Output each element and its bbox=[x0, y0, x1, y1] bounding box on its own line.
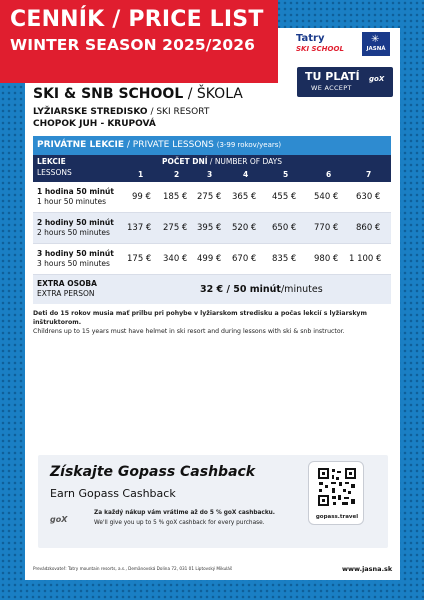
price-cell: 365 € bbox=[232, 192, 257, 202]
table-row: 3 hodiny 50 minút 3 hours 50 minutes 175 € 340 € 499 € 670 € 835 € 980 € 1 100 € bbox=[33, 244, 391, 275]
price-cell: 770 € bbox=[314, 223, 339, 233]
table-band: PRIVÁTNE LEKCIE / PRIVATE LESSONS (3-99 rokov/years) bbox=[33, 136, 391, 155]
price-cell: 670 € bbox=[232, 254, 257, 264]
price-cell: 340 € bbox=[163, 254, 188, 264]
footer-legal: Prevádzkovateľ: Tatry mountain resorts, a.s., Demänovská Dolina 72, 031 01 Liptovský Mikuláš bbox=[33, 566, 233, 571]
we-accept-badge: TU PLATÍ WE ACCEPT goX bbox=[297, 67, 393, 97]
school-title: SKI & SNB SCHOOL / ŠKOLA bbox=[33, 86, 243, 102]
jasna-logo: ✳ JASNÁ bbox=[362, 32, 390, 56]
day-header: 2 bbox=[174, 170, 180, 179]
price-cell: 395 € bbox=[197, 223, 222, 233]
price-cell: 980 € bbox=[314, 254, 339, 264]
resort-line: LYŽIARSKE STREDISKO / SKI RESORT bbox=[33, 107, 210, 117]
day-header: 7 bbox=[366, 170, 372, 179]
price-cell: 275 € bbox=[197, 192, 222, 202]
helmet-notice: Deti do 15 rokov musia mať prilbu pri pohybe v lyžiarskom stredisku a počas lekcií s lyžiarskym inštruktorom. Childrens up to 15 years must have helmet in ski resort and during lessons with ski & snb instructor. bbox=[33, 310, 367, 335]
day-header: 3 bbox=[207, 170, 213, 179]
price-cell: 275 € bbox=[163, 223, 188, 233]
price-cell: 520 € bbox=[232, 223, 257, 233]
price-cell: 860 € bbox=[356, 223, 381, 233]
price-cell: 175 € bbox=[127, 254, 152, 264]
tatry-ski-school-logo: Tatry SKI SCHOOL bbox=[296, 33, 344, 53]
qr-code-icon bbox=[317, 467, 357, 507]
price-cell: 455 € bbox=[272, 192, 297, 202]
cashback-title: Získajte Gopass Cashback bbox=[50, 464, 256, 480]
day-header: 4 bbox=[243, 170, 249, 179]
price-cell: 499 € bbox=[197, 254, 222, 264]
table-header: LEKCIE LESSONS POČET DNÍ / NUMBER OF DAYS 1 2 3 4 5 6 7 bbox=[33, 155, 391, 182]
day-header: 5 bbox=[283, 170, 289, 179]
price-cell: 540 € bbox=[314, 192, 339, 202]
price-table bbox=[33, 136, 391, 304]
gox-logo: goX bbox=[369, 75, 385, 83]
qr-code-label: gopass.travel bbox=[315, 514, 359, 520]
day-header: 6 bbox=[326, 170, 332, 179]
page-title: CENNÍK / PRICE LIST bbox=[10, 7, 264, 32]
qr-code-card[interactable] bbox=[308, 461, 364, 525]
price-cell: 630 € bbox=[356, 192, 381, 202]
brand-logos bbox=[296, 32, 394, 56]
cashback-panel: Získajte Gopass Cashback Earn Gopass Cashback goX Za každý nákup vám vrátime až do 5 % goX cashbacku. We'll give you up to 5 % goX cashback for every purchase. gopass.travel bbox=[38, 455, 388, 548]
table-row: 1 hodina 50 minút 1 hour 50 minutes 99 € 185 € 275 € 365 € 455 € 540 € 630 € bbox=[33, 182, 391, 213]
extra-price: 32 € / 50 minút/minutes bbox=[200, 284, 323, 295]
price-cell: 185 € bbox=[163, 192, 188, 202]
page-subtitle: WINTER SEASON 2025/2026 bbox=[10, 36, 256, 54]
table-row: 2 hodiny 50 minút 2 hours 50 minutes 137 € 275 € 395 € 520 € 650 € 770 € 860 € bbox=[33, 213, 391, 244]
location-line: CHOPOK JUH - KRUPOVÁ bbox=[33, 119, 156, 129]
price-cell: 650 € bbox=[272, 223, 297, 233]
header-banner bbox=[0, 0, 278, 83]
snowflake-icon: ✳ bbox=[371, 34, 380, 45]
price-cell: 137 € bbox=[127, 223, 152, 233]
cashback-subtitle: Earn Gopass Cashback bbox=[50, 487, 176, 500]
day-header: 1 bbox=[138, 170, 144, 179]
footer-url[interactable]: www.jasna.sk bbox=[342, 565, 393, 573]
extra-person-row: EXTRA OSOBA EXTRA PERSON 32 € / 50 minút/minutes bbox=[33, 275, 391, 304]
price-cell: 835 € bbox=[272, 254, 297, 264]
price-cell: 1 100 € bbox=[349, 254, 382, 264]
gox-logo: goX bbox=[50, 515, 68, 524]
price-cell: 99 € bbox=[132, 192, 151, 202]
